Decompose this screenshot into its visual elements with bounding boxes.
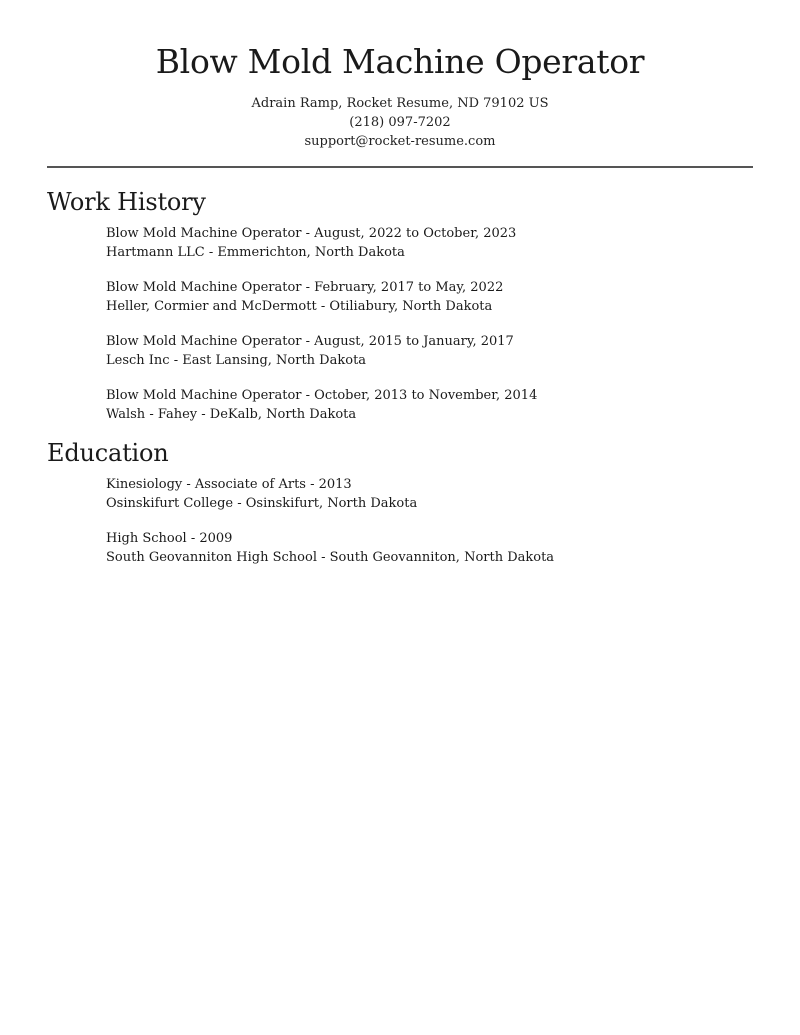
education-entry-degree: Kinesiology - Associate of Arts - 2013: [106, 477, 352, 492]
work-entry-employer: Hartmann LLC - Emmerichton, North Dakota: [106, 245, 405, 260]
work-history-list: [106, 224, 753, 424]
education-section: [47, 437, 753, 567]
work-entry-position: Blow Mold Machine Operator - August, 2015 to January, 2017: [106, 334, 514, 349]
contact-email: support@rocket-resume.com: [304, 134, 496, 149]
work-entry-position: Blow Mold Machine Operator - February, 2017 to May, 2022: [106, 280, 504, 295]
work-entry: [106, 278, 753, 316]
section-title-work-history: Work History: [47, 188, 206, 216]
resume-page: [47, 0, 753, 565]
education-entry-degree: High School - 2009: [106, 531, 233, 546]
section-title-education: Education: [47, 439, 169, 467]
education-list: [106, 475, 753, 567]
work-entry-employer: Lesch Inc - East Lansing, North Dakota: [106, 353, 367, 368]
education-entry-school: Osinskifurt College - Osinskifurt, North Dakota: [106, 496, 418, 511]
contact-phone: (218) 097-7202: [349, 115, 451, 130]
work-entry-employer: Heller, Cormier and McDermott - Otiliabury, North Dakota: [106, 299, 493, 314]
work-entry-position: Blow Mold Machine Operator - October, 2013 to November, 2014: [106, 388, 538, 403]
resume-header: [47, 0, 753, 151]
work-entry: [106, 386, 753, 424]
work-entry: [106, 224, 753, 262]
work-history-section: [47, 186, 753, 424]
header-divider: [47, 166, 753, 168]
work-entry-employer: Walsh - Fahey - DeKalb, North Dakota: [106, 407, 357, 422]
education-entry: [106, 475, 753, 513]
work-entry-position: Blow Mold Machine Operator - August, 2022 to October, 2023: [106, 226, 517, 241]
contact-info: [47, 94, 753, 151]
work-entry: [106, 332, 753, 370]
education-entry: [106, 529, 753, 567]
resume-title: Blow Mold Machine Operator: [155, 42, 645, 81]
education-entry-school: South Geovanniton High School - South Geovanniton, North Dakota: [106, 550, 555, 565]
contact-address: Adrain Ramp, Rocket Resume, ND 79102 US: [251, 96, 549, 111]
